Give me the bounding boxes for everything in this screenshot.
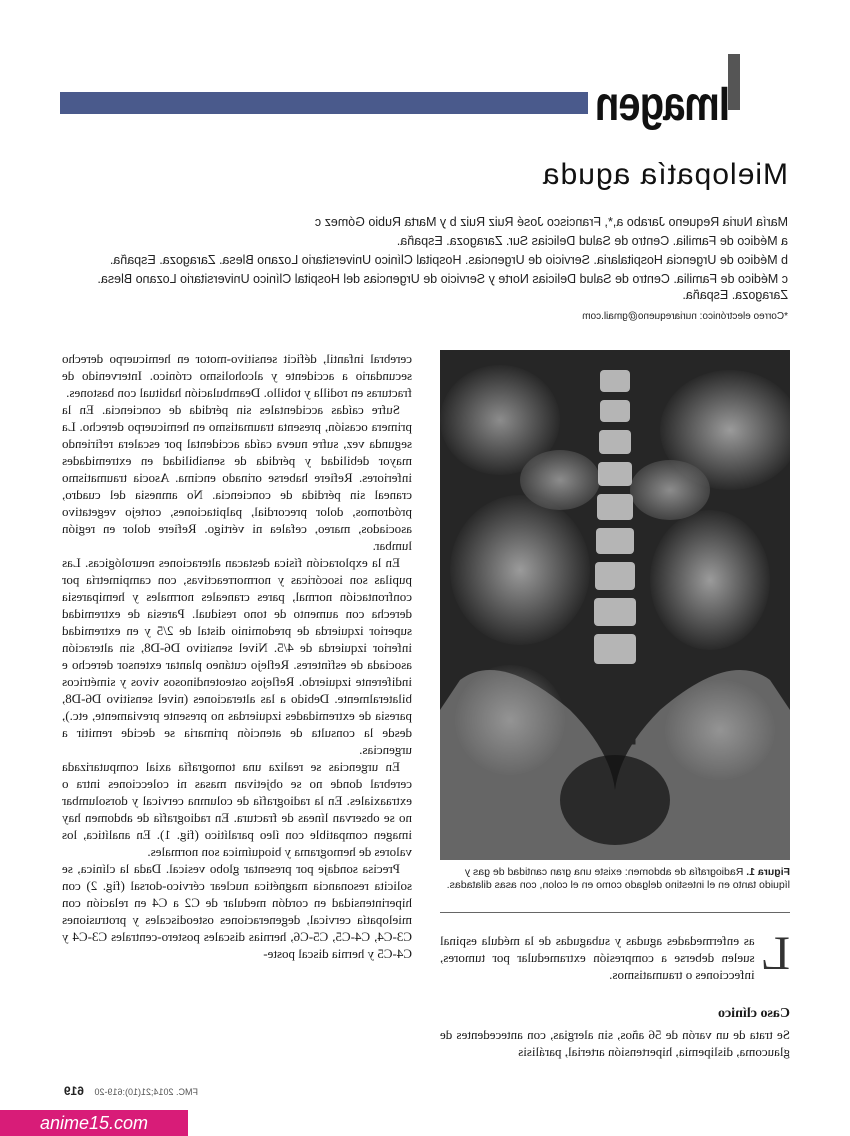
caption-divider: [440, 912, 790, 913]
author-block: [48, 214, 788, 328]
corresponding-email: *Correo electrónico: nuriarequeno@gmail.com: [582, 311, 788, 322]
body-paragraph: cerebral infantil, déficit sensitivo-motor en hemicuerpo derecho secundario a accidente y alcoholismo crónico. Intervenido de fracturas en rodilla y tobillo. Deambulación habitual con bastones.: [62, 351, 412, 400]
figure-caption-text: Radiografía de abdomen: existe una gran cantidad de gas y líquido tanto en el intestino delgado como en el colon, con asas dilatadas.: [446, 866, 790, 891]
footer-citation: FMC. 2014;21(10):619-20: [94, 1087, 198, 1097]
intro-paragraph: [440, 927, 790, 983]
abdominal-xray-figure: [440, 350, 790, 860]
section-label: Imagen: [595, 78, 730, 131]
affiliation-a: a Médico de Familia. Centro de Salud Delicias Sur. Zaragoza. España.: [396, 234, 788, 248]
body-paragraph: Precisa sondaje por presentar globo vesical. Dada la clínica, se solicita resonancia magnética nuclear cérvico-dorsal (fig. 2) con hiperintensidad en cordón medular de C2 a C4 en relación con mielopatía cervical, degeneraciones osteodiscales y protrusiones C3-C4, C4-C5, C5-C6, hernias discales postero-centrales C3-C4 y C4-C5 y hernia discal poste-: [62, 861, 412, 961]
xray-image: [440, 350, 790, 860]
figure-caption: [440, 866, 790, 891]
intro-text: as enfermedades agudas y subagudas de la médula espinal suelen deberse a compresión extramedular por tumores, infecciones o traumatismos.: [440, 933, 755, 982]
section-color-bar: [60, 92, 588, 114]
dropcap: L: [760, 927, 790, 980]
author-list: María Nuria Requeno Jarabo a,*, Francisco José Ruiz Ruiz b y Marta Rubio Gómez c: [314, 215, 788, 229]
body-paragraph: Sufre caídas accidentales sin pérdida de conciencia. En la primera ocasión, presenta traumatismo en hemicuerpo derecho. La segunda vez, sufre nueva caída accidental por escalera refiriendo mayor debilidad y pérdida de sensibilidad en extremidades inferiores. Refiere haberse orinado encima. Asocia traumatismo craneal sin pérdida de conciencia. No amnesia del cuadro, pródromos, dolor precordial, palpitaciones, cortejo vegetativo asociados, mareo, cefalea ni vértigo. Refiere dolor en región lumbar.: [62, 402, 412, 553]
body-paragraph: En la exploración física destacan alteraciones neurológicas. Las pupilas son isocóricas y normorreactivas, con campimetría por confrontación normal, pares craneales normales y hemiparesia derecha con aumento de tono residual. Paresia de extremidad superior izquierda de predominio distal de 2/5 y en extremidad inferior izquierda de 4/5. Nivel sensitivo D6-D8, sin alteración asociada de esfínteres. Reflejo cutáneo plantar extensor derecho e indiferente izquierdo. Reflejos osteotendinosos vivos y simétricos bilateralmente. Debido a las alteraciones (nivel sensitivo D6-D8, paresia de extremidades izquierdas no presente previamente, etc.), desde la consulta de atención primaria se decide remitir a urgencias.: [62, 555, 412, 757]
case-paragraph: Se trata de un varón de 56 años, sin alergias, con antecedentes de glaucoma, dislipemia, hipertensión arterial, parálisis: [440, 1027, 790, 1059]
body-paragraph: En urgencias se realiza una tomografía axial computarizada cerebral donde no se objetivan masas ni colecciones intra o extraaxiales. En la radiografía de columna cervical y dorsolumbar no se observan líneas de fractura. En radiografía de abdomen hay imagen compatible con íleo paralítico (fig. 1). En analítica, los valores de hemograma y bioquímica son normales.: [62, 759, 412, 859]
article-title: Mielopatía aguda: [541, 158, 788, 191]
affiliation-c: c Médico de Familia. Centro de Salud Delicias Norte y Servicio de Urgencias del Hospital Clínico Universitario Lozano Blesa. Zaragoza. España.: [97, 272, 788, 302]
page-number: 619: [63, 1084, 84, 1098]
right-column: [62, 350, 412, 962]
page-footer: [64, 1084, 198, 1098]
site-watermark: anime15.com: [0, 1110, 188, 1136]
figure-label: Figura 1.: [746, 866, 790, 878]
affiliation-b: b Médico de Urgencia Hospitalaria. Servicio de Urgencias. Hospital Clínico Universitario Lozano Blesa. Zaragoza. España.: [109, 253, 788, 267]
case-heading: Caso clínico: [718, 1006, 790, 1021]
